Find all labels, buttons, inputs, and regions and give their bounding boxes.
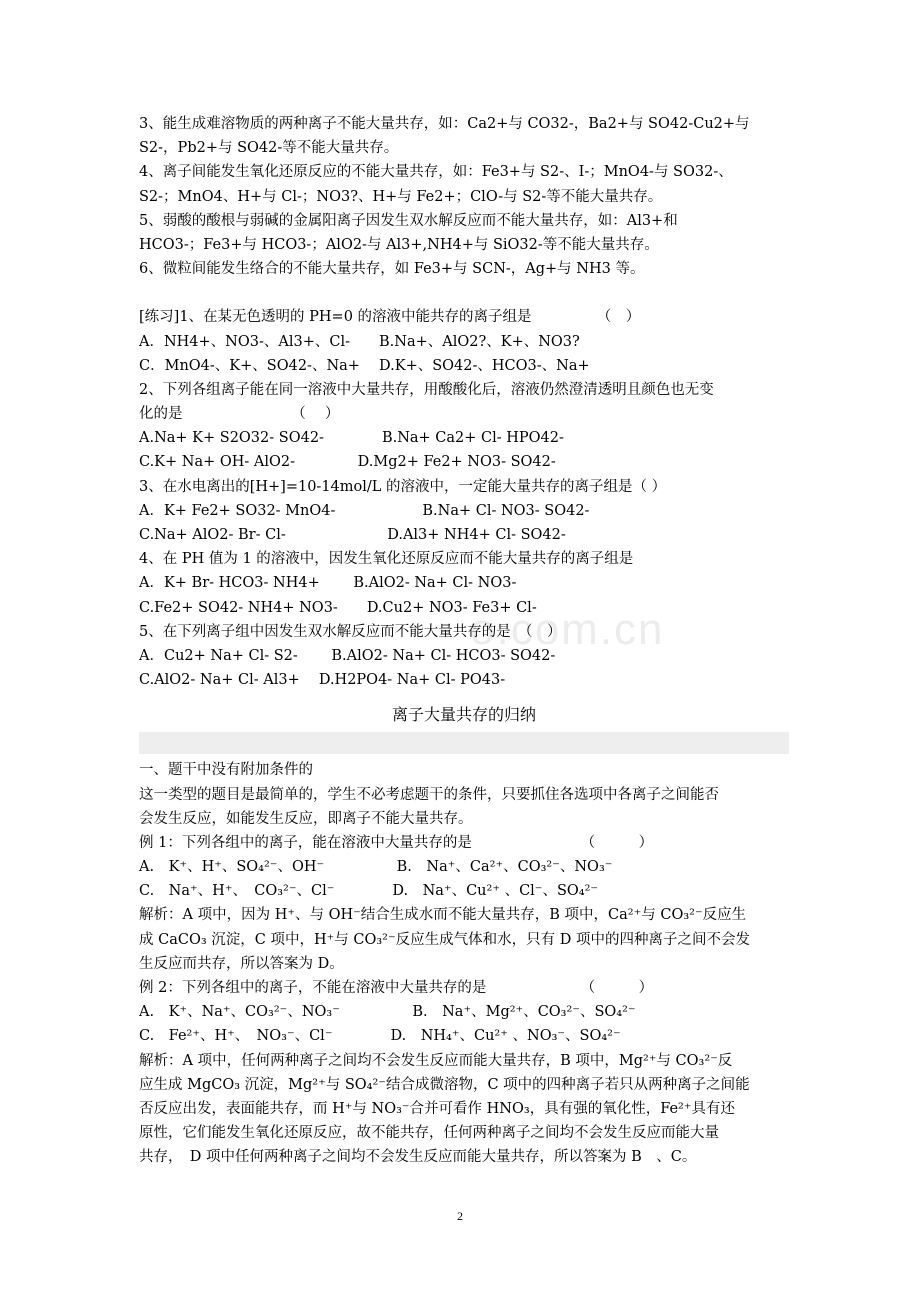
summary-line: C. Fe²⁺、H⁺、 NO₃⁻、Cl⁻ D. NH₄⁺、Cu²⁺ 、NO₃⁻、SO₄²⁻ xyxy=(139,1028,621,1045)
summary-line: 共存， D 项中任何两种离子之间均不会发生反应而能大量共存，所以答案为 B 、C。 xyxy=(139,1149,697,1166)
exercise-line: A．NH4+、NO3-、Al3+、Cl- B.Na+、AlO2?、K+、NO3? xyxy=(139,333,580,350)
page-content xyxy=(139,112,789,1170)
summary-line: C. Na⁺、H⁺、 CO₃²⁻、Cl⁻ D. Na⁺、Cu²⁺ 、Cl⁻、SO₄²⁻ xyxy=(139,883,599,900)
summary-line: 原性，它们能发生氧化还原反应，故不能共存，任何两种离子之间均不会发生反应而能大量 xyxy=(139,1125,719,1142)
exercises-section xyxy=(139,305,789,692)
exercise-line: C．MnO4-、K+、SO42-、Na+ D.K+、SO42-、HCO3-、Na+ xyxy=(139,357,590,374)
text-line: S2-，Pb2+与 SO42-等不能大量共存。 xyxy=(139,140,399,157)
text-line: 6、微粒间能发生络合的不能大量共存，如 Fe3+与 SCN-，Ag+与 NH3 等。 xyxy=(139,261,645,278)
summary-line: 否反应出发，表面能共存，而 H⁺与 NO₃⁻合并可看作 HNO₃，具有强的氧化性，Fe²⁺具有还 xyxy=(139,1100,736,1117)
exercise-line: A．Cu2+ Na+ Cl- S2- B.AlO2- Na+ Cl- HCO3- SO42- xyxy=(139,647,556,664)
summary-line: 会发生反应，如能发生反应，即离子不能大量共存。 xyxy=(139,810,473,827)
section-top xyxy=(139,112,789,281)
page-number: 2 xyxy=(457,1209,463,1223)
exercise-line: C.K+ Na+ OH- AlO2- D.Mg2+ Fe2+ NO3- SO42- xyxy=(139,454,556,471)
summary-line: 例 2：下列各组中的离子，不能在溶液中大量共存的是 （ ） xyxy=(139,980,654,996)
summary-line: 这一类型的题目是最简单的，学生不必考虑题干的条件，只要抓住各选项中各离子之间能否 xyxy=(139,786,719,803)
exercise-line: A．K+ Fe2+ SO32- MnO4- B.Na+ Cl- NO3- SO42- xyxy=(139,502,590,519)
section-title: 离子大量共存的归纳 xyxy=(391,705,536,725)
spacer xyxy=(139,281,789,305)
exercise-line: A．K+ Br- HCO3- NH4+ B.AlO2- Na+ Cl- NO3- xyxy=(139,575,517,592)
exercise-line: 3、在水电离出的[H+]=10-14mol/L 的溶液中，一定能大量共存的离子组是（ ） xyxy=(139,478,667,495)
text-line: 4、离子间能发生氧化还原反应的不能大量共存，如：Fe3+与 S2-、I-；MnO4-与 SO32-、 xyxy=(139,164,733,181)
summary-line: A. K⁺、Na⁺、CO₃²⁻、NO₃⁻ B. Na⁺、Mg²⁺、CO₃²⁻、SO₄²⁻ xyxy=(139,1004,636,1021)
exercise-line: 5、在下列离子组中因发生双水解反应而不能大量共存的是 （ ） xyxy=(139,623,562,640)
exercise-line: 2、下列各组离子能在同一溶液中大量共存，用酸酸化后，溶液仍然澄清透明且颜色也无变 xyxy=(139,381,714,398)
exercise-line: [练习]1、在某无色透明的 PH=0 的溶液中能共存的离子组是 （ ） xyxy=(139,309,641,326)
exercise-line: C.Na+ AlO2- Br- Cl- D.Al3+ NH4+ Cl- SO42- xyxy=(139,527,566,543)
gray-band xyxy=(139,732,789,754)
exercise-line: 4、在 PH 值为 1 的溶液中，因发生氧化还原反应而不能大量共存的离子组是 xyxy=(139,551,634,568)
summary-line: 生反应而共存，所以答案为 D。 xyxy=(139,955,344,972)
text-line: 3、能生成难溶物质的两种离子不能大量共存，如：Ca2+与 CO32-，Ba2+与 SO42-Cu2+与 xyxy=(139,116,750,132)
text-line: S2-；MnO4、H+与 Cl-；NO3?、H+与 Fe2+；ClO-与 S2-等不能大量共存。 xyxy=(139,188,663,205)
summary-line: 解析：A 项中，因为 H⁺、与 OH⁻结合生成水而不能大量共存，B 项中，Ca²⁺与 CO₃²⁻反应生 xyxy=(139,907,747,924)
text-line: HCO3-；Fe3+与 HCO3-；AlO2-与 Al3+,NH4+与 SiO32-等不能大量共存。 xyxy=(139,236,659,253)
summary-line: 成 CaCO₃ 沉淀，C 项中，H⁺与 CO₃²⁻反应生成气体和水，只有 D 项中的四种离子之间不会发 xyxy=(139,931,750,948)
summary-line: 解析：A 项中，任何两种离子之间均不会发生反应而能大量共存，B 项中，Mg²⁺与 CO₃²⁻反 xyxy=(139,1052,733,1069)
summary-line: 应生成 MgCO₃ 沉淀，Mg²⁺与 SO₄²⁻结合成微溶物，C 项中的四种离子若只从两种离子之间能 xyxy=(139,1076,750,1093)
watermark: o.com.cn xyxy=(470,605,665,654)
text-line: 5、弱酸的酸根与弱碱的金属阳离子因发生双水解反应而不能大量共存，如：Al3+和 xyxy=(139,212,678,229)
summary-line: A. K⁺、H⁺、SO₄²⁻、OH⁻ B. Na⁺、Ca²⁺、CO₃²⁻、NO₃⁻ xyxy=(139,859,613,876)
summary-line: 例 1：下列各组中的离子，能在溶液中大量共存的是 （ ） xyxy=(139,834,654,851)
exercise-line: C.AlO2- Na+ Cl- Al3+ D.H2PO4- Na+ Cl- PO43- xyxy=(139,672,506,689)
exercise-line: 化的是 （ ） xyxy=(139,406,340,423)
exercise-line: A.Na+ K+ S2O32- SO42- B.Na+ Ca2+ Cl- HPO42- xyxy=(139,430,564,447)
summary-section xyxy=(139,758,789,1169)
summary-line: 一、题干中没有附加条件的 xyxy=(139,762,313,779)
exercise-line: C.Fe2+ SO42- NH4+ NO3- D.Cu2+ NO3- Fe3+ Cl- xyxy=(139,599,537,616)
